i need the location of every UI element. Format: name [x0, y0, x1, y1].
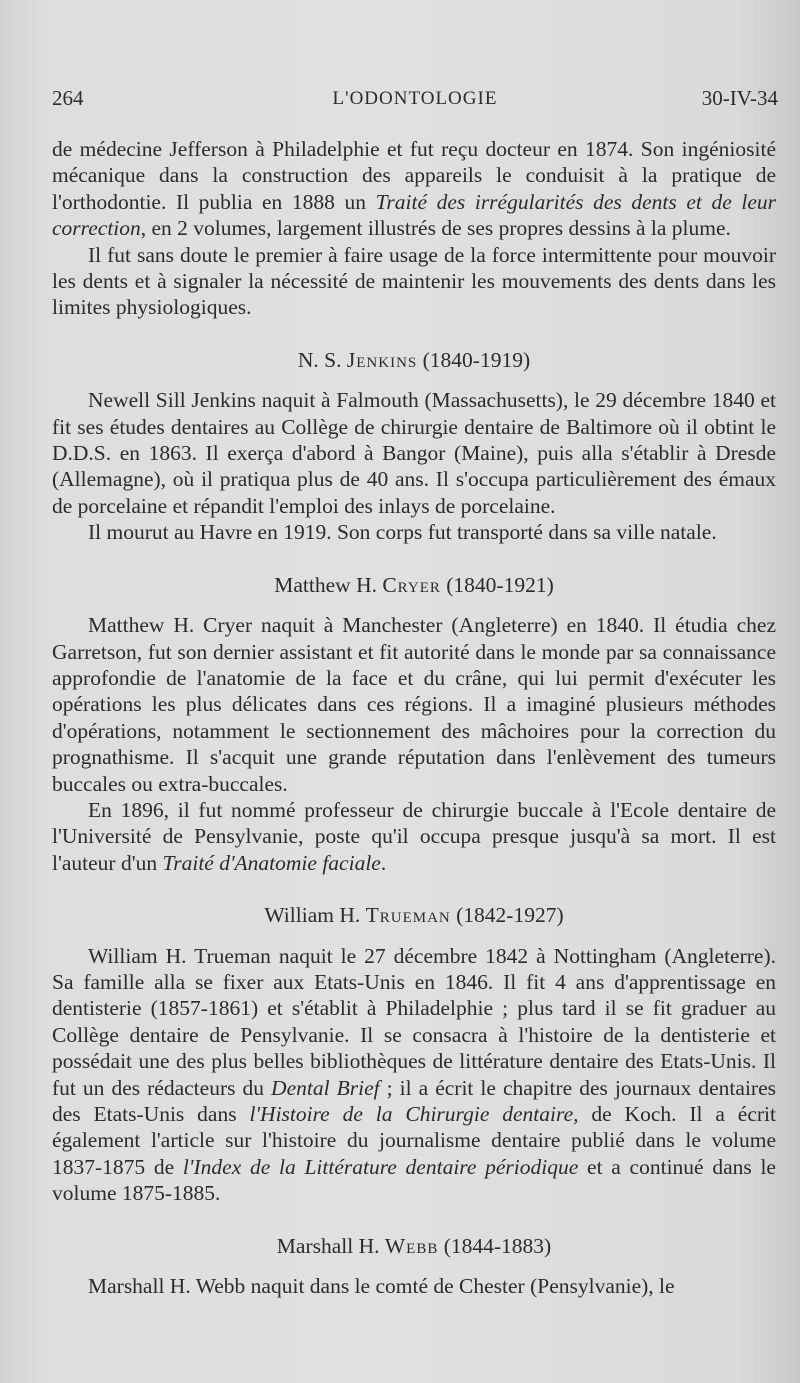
- book-title: Traité d'Anatomie faciale: [162, 850, 381, 875]
- page-number: 264: [52, 86, 84, 110]
- heading-name: Matthew H.: [274, 572, 383, 597]
- heading-surname: Webb: [384, 1233, 439, 1258]
- heading-years: (1840-1921): [440, 572, 554, 597]
- heading-name: Marshall H.: [276, 1233, 385, 1258]
- trueman-paragraph-1: [52, 943, 776, 1207]
- webb-paragraph-1: Marshall H. Webb naquit dans le comté de Chester (Pensylvanie), le: [88, 1274, 675, 1299]
- text-run: William H. Trueman naquit le 27 décembre 1842 à Nottingham (Angleterre). Sa famille alla se fixer aux Etats-Unis en 1846. Il fit 4 ans d'apprentissage en dentisterie (1857-1861) et s'établit à Philadelphie ; plus tard il se fit graduer au Collège dentaire de Pensylvanie. Il se consacra à l'histoire de la dentisterie et possédait une des plus belles bibliothèques de littérature dentaire des Etats-Unis. Il fut un des rédacteurs du: [52, 943, 776, 1100]
- text-run: de médecine Jefferson à Philadelphie et fut reçu docteur en 1874. Son ingéniosité mécanique dans la construction des appareils le conduisit à la pratique de l'orthodontie. Il publia en 1888 un: [52, 137, 776, 214]
- text-run: de Koch. Il a écrit également l'article sur l'histoire du journalisme dentaire publié dans le volume 1837-1875 de: [52, 1102, 776, 1179]
- page-header: [52, 86, 778, 118]
- book-title: l'Index de la Littérature dentaire périodique: [182, 1154, 579, 1179]
- book-title: l'Histoire de la Chirurgie dentaire,: [249, 1102, 579, 1126]
- jenkins-paragraph-1: Newell Sill Jenkins naquit à Falmouth (Massachusetts), le 29 décembre 1840 et fit ses études dentaires au Collège de chirurgie dentaire de Baltimore où il obtint le D.D.S. en 1863. Il exerça d'abord à Bangor (Maine), puis alla s'établir à Dresde (Allemagne), où il pratiqua plus de 40 ans. Il s'occupa particulièrement des émaux de porcelaine et répandit l'emploi des inlays de porcelaine.: [52, 388, 776, 518]
- intro-paragraph-2: Il fut sans doute le premier à faire usage de la force intermittente pour mouvoir les dents et à signaler la nécessité de maintenir les mouvements des dents dans les limites physiologiques.: [52, 242, 776, 320]
- cryer-paragraph-1: Matthew H. Cryer naquit à Manchester (Angleterre) en 1840. Il étudia chez Garretson, fut son dernier assistant et fit autorité dans le monde par sa connaissance approfondie de l'anatomie de la face et du crâne, qui lui permit d'exécuter les opérations les plus délicates dans ces régions. Il a imaginé plusieurs méthodes d'opérations, notamment le sectionnement des mâchoires pour la correction du prognathisme. Il s'acquit une grande réputation dans l'enlèvement des tumeurs buccales ou extra-buccales.: [52, 613, 776, 796]
- heading-years: (1844-1883): [438, 1233, 552, 1258]
- heading-surname: Trueman: [365, 903, 451, 928]
- heading-surname: Jenkins: [346, 347, 418, 372]
- heading-surname: Cryer: [382, 572, 441, 597]
- section-heading-cryer: [52, 572, 776, 598]
- running-title: L'ODONTOLOGIE: [332, 88, 498, 109]
- intro-paragraph-1: [52, 136, 776, 242]
- page-body: [52, 136, 776, 1299]
- section-heading-trueman: [52, 902, 776, 928]
- heading-name: William H.: [264, 903, 366, 928]
- text-run: ; il a écrit le chapitre des journaux dentaires des Etats-Unis dans: [52, 1075, 776, 1126]
- heading-name: N. S.: [297, 347, 347, 372]
- heading-years: (1840-1919): [417, 347, 531, 372]
- text-run: En 1896, il fut nommé professeur de chirurgie buccale à l'Ecole dentaire de l'Université de Pensylvanie, poste qu'il occupa presque jusqu'à sa mort. Il est l'auteur d'un: [52, 797, 776, 875]
- issue-date: 30-IV-34: [701, 86, 778, 110]
- section-heading-webb: [52, 1233, 776, 1259]
- cryer-paragraph-2: [52, 797, 776, 876]
- journal-title: Dental Brief: [271, 1075, 380, 1100]
- section-heading-jenkins: [52, 347, 776, 373]
- text-run: , en 2 volumes, largement illustrés de ses propres dessins à la plume.: [140, 216, 731, 241]
- text-run: et a continué dans le volume 1875-1885.: [52, 1154, 776, 1206]
- jenkins-paragraph-2: Il mourut au Havre en 1919. Son corps fut transporté dans sa ville natale.: [88, 520, 717, 545]
- text-run: .: [380, 850, 387, 875]
- heading-years: (1842-1927): [450, 903, 564, 928]
- book-title: Traité des irrégularités des dents et de leur correction: [52, 189, 777, 241]
